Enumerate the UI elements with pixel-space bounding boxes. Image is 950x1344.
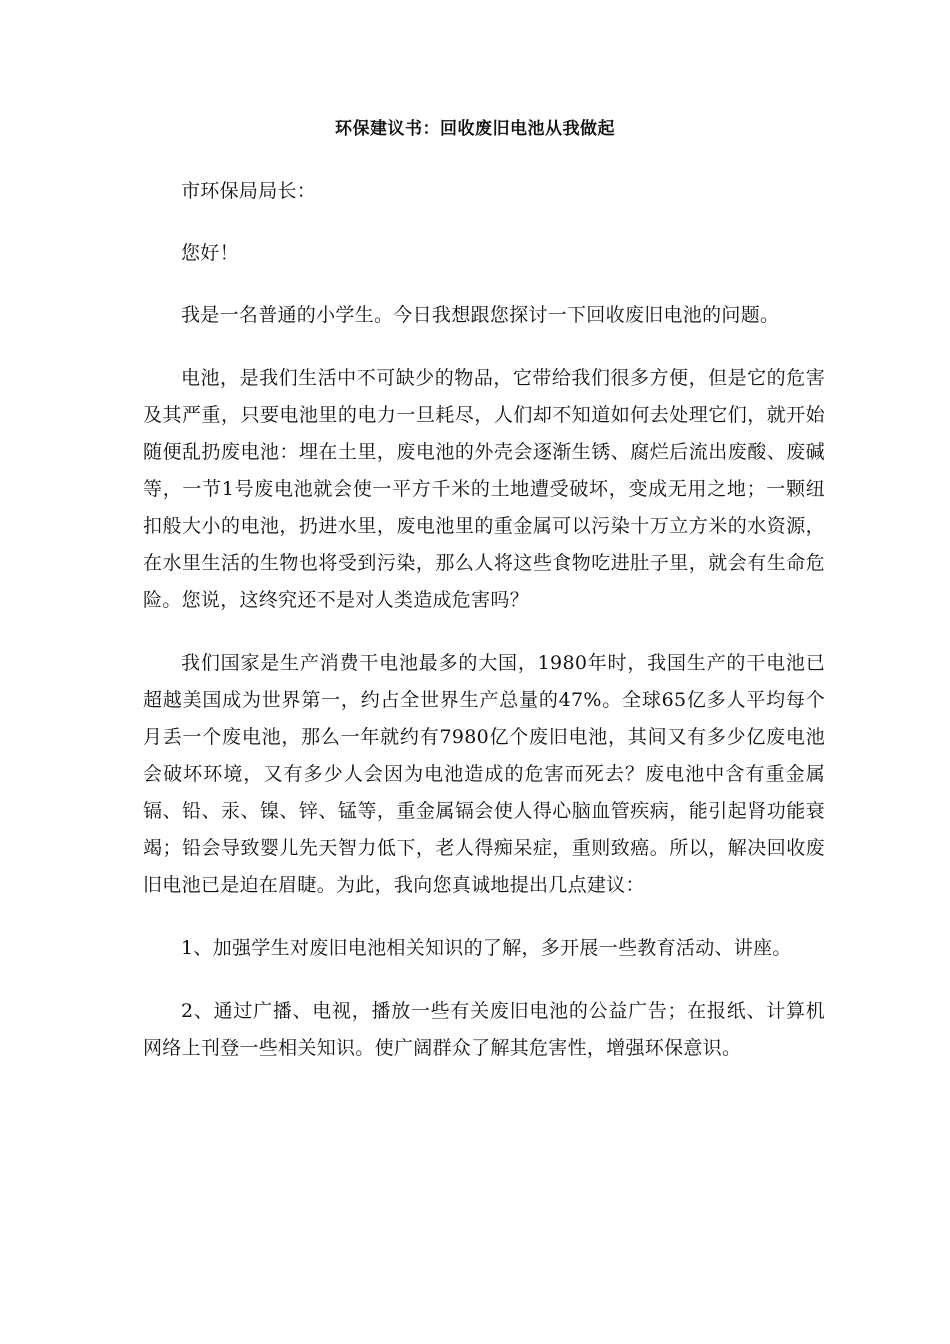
suggestion-2: 2、通过广播、电视，播放一些有关废旧电池的公益广告；在报纸、计算机网络上刊登一些相关知识。使广阔群众了解其危害性，增强环保意识。 [143, 1000, 825, 1059]
paragraph-battery-harm: 电池，是我们生活中不可缺少的物品，它带给我们很多方便，但是它的危害及其严重，只要电池里的电力一旦耗尽，人们却不知道如何去处理它们，就开始随便乱扔废电池：埋在土里，废电池的外壳会逐渐生锈、腐烂后流出废酸、废碱等，一节1号废电池就会使一平方千米的土地遭受破坏，变成无用之地；一颗纽扣般大小的电池，扔进水里，废电池里的重金属可以污染十万立方米的水资源，在水里生活的生物也将受到污染，那么人将这些食物吃进肚子里，就会有生命危险。您说，这终究还不是对人类造成危害吗？ [143, 367, 825, 611]
paragraph-statistics: 我们国家是生产消费干电池最多的大国，1980年时，我国生产的干电池已超越美国成为世界第一，约占全世界生产总量的47%。全球65亿多人平均每个月丢一个废电池，那么一年就约有7980亿个废旧电池，其间又有多少亿废电池会破坏环境，又有多少人会因为电池造成的危害而死去？废电池中含有重金属镉、铅、汞、镍、锌、锰等，重金属镉会使人得心脑血管疾病，能引起肾功能衰竭；铅会导致婴儿先天智力低下，老人得痴呆症，重则致癌。所以，解决回收废旧电池已是迫在眉睫。为此，我向您真诚地提出几点建议： [143, 652, 825, 896]
greeting-line: 您好！ [181, 242, 239, 264]
recipient-line: 市环保局局长： [181, 180, 317, 202]
document-body [143, 173, 825, 1093]
document-title: 环保建议书：回收废旧电池从我做起 [335, 119, 615, 139]
suggestion-1: 1、加强学生对废旧电池相关知识的了解，多开展一些教育活动、讲座。 [181, 937, 792, 959]
paragraph-intro: 我是一名普通的小学生。今日我想跟您探讨一下回收废旧电池的问题。 [181, 304, 780, 326]
